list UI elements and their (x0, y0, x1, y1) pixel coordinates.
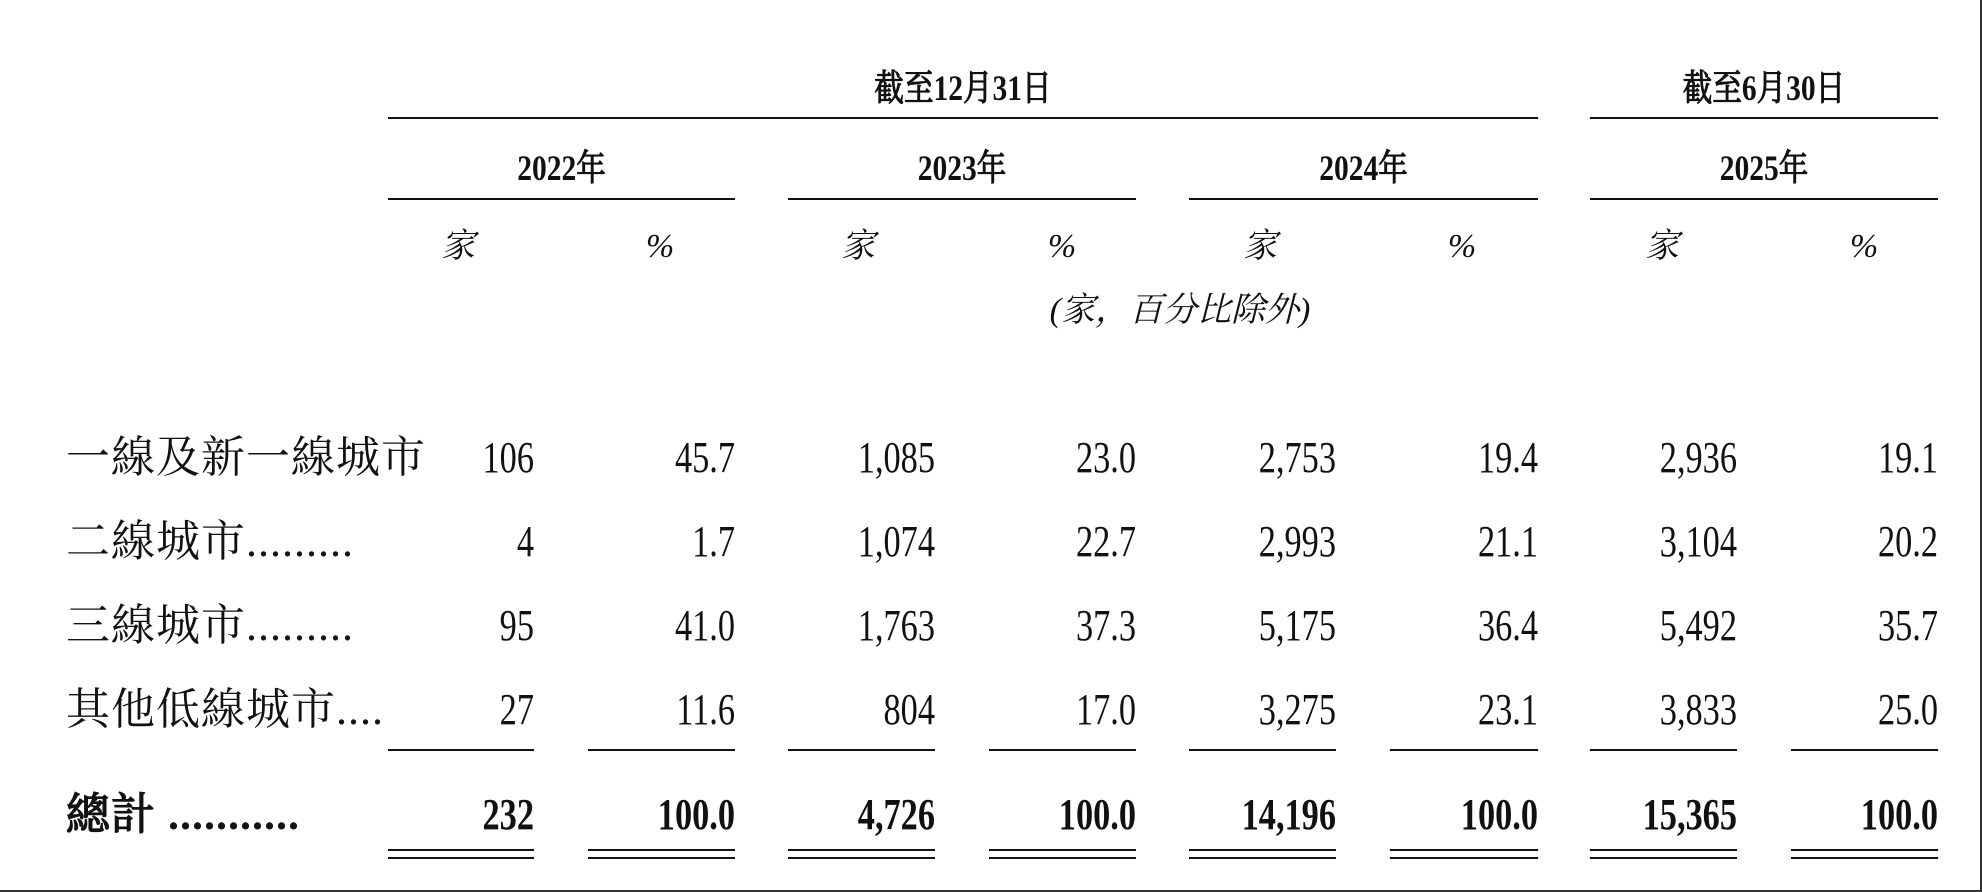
cell-count-2025: 2,936 (1659, 433, 1737, 482)
cell-count-2025: 3,833 (1659, 685, 1737, 734)
total-count-2025: 15,365 (1642, 790, 1737, 839)
total-double-rule-7 (1590, 849, 1737, 859)
total-pct-2022: 100.0 (657, 790, 735, 839)
subtotal-rule-3 (788, 749, 935, 751)
total-count-2022: 232 (482, 790, 534, 839)
year-header-2024: 2024年 (1319, 148, 1408, 188)
row-label: 一線及新一線城市 (66, 433, 426, 482)
cell-pct-2023: 17.0 (1075, 685, 1136, 734)
subtotal-rule-4 (989, 749, 1136, 751)
unit-pct-2024: % (1447, 228, 1477, 265)
cell-pct-2025: 20.2 (1877, 517, 1938, 566)
total-count-2024: 14,196 (1241, 790, 1336, 839)
total-double-rule-5 (1189, 849, 1336, 859)
year-header-2025: 2025年 (1719, 148, 1809, 188)
cell-count-2022: 95 (499, 601, 534, 650)
year-underline-2025 (1590, 198, 1938, 200)
period-underline-jun (1590, 117, 1938, 119)
cell-count-2023: 804 (883, 685, 935, 734)
unit-pct-2023: % (1047, 228, 1077, 265)
subtotal-rule-2 (588, 749, 735, 751)
cell-pct-2024: 23.1 (1477, 685, 1538, 734)
cell-pct-2024: 19.4 (1477, 433, 1538, 482)
cell-count-2024: 5,175 (1258, 601, 1336, 650)
total-count-2023: 4,726 (857, 790, 935, 839)
total-pct-2024: 100.0 (1460, 790, 1538, 839)
cell-count-2025: 5,492 (1659, 601, 1737, 650)
cell-pct-2025: 35.7 (1877, 601, 1938, 650)
subtotal-rule-1 (388, 749, 534, 751)
cell-count-2024: 3,275 (1258, 685, 1336, 734)
total-double-rule-1 (388, 849, 534, 859)
cell-pct-2023: 37.3 (1075, 601, 1136, 650)
cell-count-2024: 2,993 (1258, 517, 1336, 566)
total-double-rule-2 (588, 849, 735, 859)
subtotal-rule-7 (1590, 749, 1737, 751)
cell-count-2025: 3,104 (1659, 517, 1737, 566)
subtotal-rule-5 (1189, 749, 1336, 751)
cell-count-2023: 1,763 (857, 601, 935, 650)
cell-pct-2023: 22.7 (1075, 517, 1136, 566)
unit-count-2023: 家 (841, 228, 875, 265)
cell-pct-2022: 45.7 (674, 433, 735, 482)
year-header-2023: 2023年 (917, 148, 1007, 188)
total-double-rule-4 (989, 849, 1136, 859)
unit-note: (家，百分比除外) (1049, 292, 1311, 329)
unit-count-2022: 家 (441, 228, 475, 265)
cell-pct-2025: 19.1 (1877, 433, 1938, 482)
period-header-jun: 截至6月30日 (1682, 68, 1846, 108)
year-underline-2024 (1189, 198, 1538, 200)
unit-pct-2025: % (1849, 228, 1879, 265)
cell-count-2022: 106 (482, 433, 534, 482)
total-label: 總計 ........... (66, 790, 300, 839)
period-underline-dec (388, 117, 1538, 119)
total-double-rule-6 (1390, 849, 1538, 859)
total-double-rule-8 (1791, 849, 1938, 859)
row-label: 三線城市......... (66, 601, 354, 650)
cell-pct-2022: 41.0 (674, 601, 735, 650)
year-underline-2022 (388, 198, 735, 200)
cell-pct-2025: 25.0 (1877, 685, 1938, 734)
year-header-2022: 2022年 (517, 148, 606, 188)
total-double-rule-3 (788, 849, 935, 859)
cell-count-2024: 2,753 (1258, 433, 1336, 482)
period-header-dec: 截至12月31日 (874, 68, 1052, 108)
unit-pct-2022: % (645, 228, 675, 265)
unit-count-2024: 家 (1243, 228, 1277, 265)
cell-count-2022: 4 (516, 517, 534, 566)
cell-pct-2024: 36.4 (1477, 601, 1538, 650)
row-label: 其他低線城市.... (66, 685, 384, 734)
cell-count-2023: 1,085 (857, 433, 935, 482)
cell-pct-2022: 1.7 (692, 517, 735, 566)
cell-pct-2022: 11.6 (676, 685, 735, 734)
cell-pct-2024: 21.1 (1477, 517, 1538, 566)
subtotal-rule-6 (1390, 749, 1538, 751)
year-underline-2023 (788, 198, 1136, 200)
row-label: 二線城市......... (66, 517, 354, 566)
cell-count-2022: 27 (499, 685, 534, 734)
total-pct-2025: 100.0 (1860, 790, 1938, 839)
cell-pct-2023: 23.0 (1075, 433, 1136, 482)
subtotal-rule-8 (1791, 749, 1938, 751)
total-pct-2023: 100.0 (1058, 790, 1136, 839)
cell-count-2023: 1,074 (857, 517, 935, 566)
unit-count-2025: 家 (1645, 228, 1679, 265)
